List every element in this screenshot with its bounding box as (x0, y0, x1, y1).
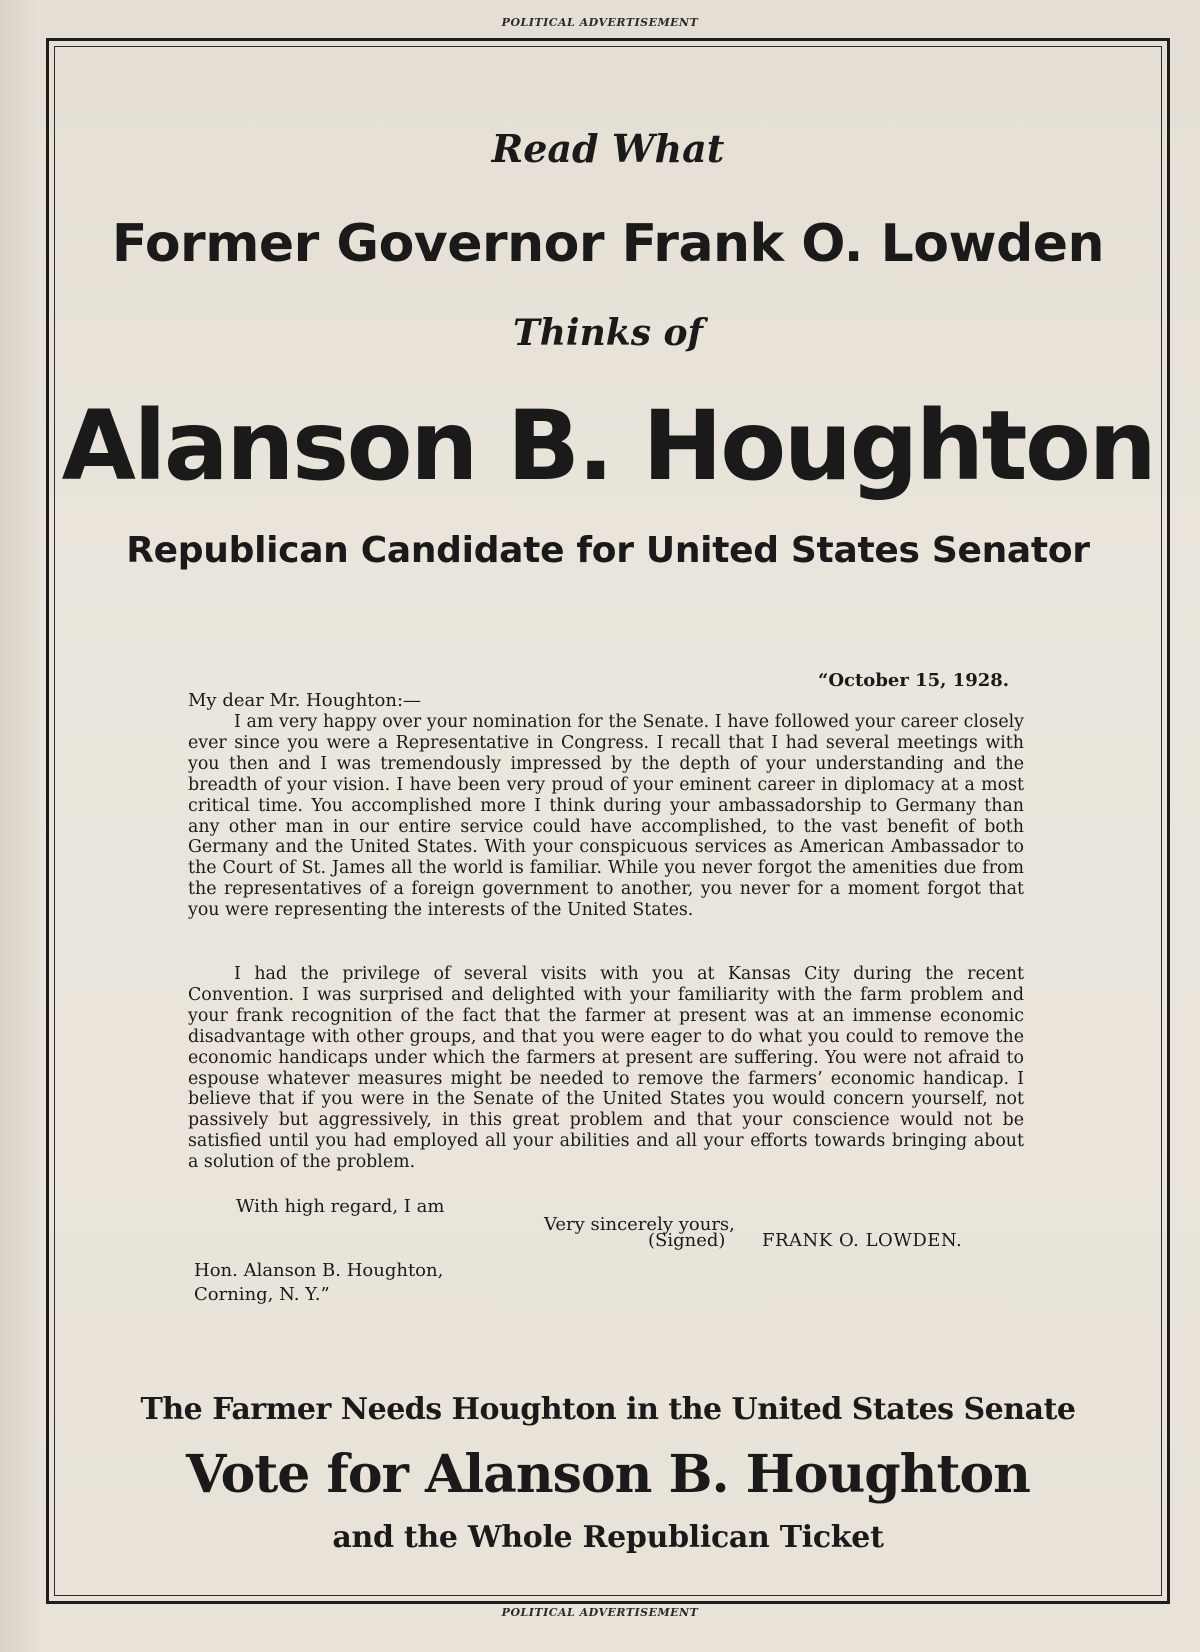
letter-recipient-line-2: Corning, N. Y.” (194, 1284, 330, 1305)
letter-paragraph-2: I had the privilege of several visits with you at Kansas City during the recent Convention. I was surprised and delighted with your familiarity with the farm problem and your frank recognition of the fact that the farmer at present was at an immense economic disadvantage with other groups, and that you were eager to do what you could to remove the economic handicaps under which the farmers at present are suffering. You were not afraid to espouse whatever measures might be needed to remove the farmers’ economic handicap. I believe that if you were in the Senate of the United States you would concern yourself, not passively but aggressively, in this great problem and that your conscience would not be satisfied until you had employed all your abilities and all your efforts towards bringing about a solution of the problem. (188, 964, 1024, 1173)
letter-date: “October 15, 1928. (818, 670, 1010, 691)
headline-thinks-of: Thinks of (512, 312, 704, 354)
letter-salutation: My dear Mr. Houghton:— (188, 690, 422, 711)
headline-read-what: Read What (491, 126, 725, 171)
footer-vote-line: Vote for Alanson B. Houghton (186, 1444, 1030, 1505)
footer-ticket-line: and the Whole Republican Ticket (332, 1520, 884, 1555)
bottom-advertisement-label: POLITICAL ADVERTISEMENT (501, 1606, 699, 1619)
top-advertisement-label: POLITICAL ADVERTISEMENT (501, 16, 699, 29)
footer-farmer-line: The Farmer Needs Houghton in the United States Senate (140, 1392, 1076, 1427)
letter-paragraph-1: I am very happy over your nomination for the Senate. I have followed your career closely ever since you were a Representative in Congress. I recall that I had several meetings with you then and I was tremendously impressed by the depth of your understanding and the breadth of your vision. I have been very proud of your eminent career in diplomacy at a most critical time. You accomplished more I think during your ambassadorship to Germany than any other man in our entire service could have accomplished, to the vast benefit of both Germany and the United States. With your conspicuous services as American Ambassador to the Court of St. James all the world is familiar. While you never forgot the amenities due from the representatives of a foreign government to another, you never for a moment forgot that you were representing the interests of the United States. (188, 712, 1024, 921)
letter-sign-off: Very sincerely yours, (544, 1214, 735, 1235)
headline-former-governor: Former Governor Frank O. Lowden (111, 214, 1105, 274)
letter-closing: With high regard, I am (236, 1196, 445, 1217)
headline-candidate-name: Alanson B. Houghton (61, 390, 1155, 502)
headline-candidate-title: Republican Candidate for United States Senator (126, 530, 1090, 571)
letter-signer: FRANK O. LOWDEN. (762, 1230, 963, 1251)
page-left-edge (0, 0, 40, 1652)
letter-signed-note: (Signed) (648, 1230, 726, 1251)
letter-recipient-line-1: Hon. Alanson B. Houghton, (194, 1260, 444, 1281)
